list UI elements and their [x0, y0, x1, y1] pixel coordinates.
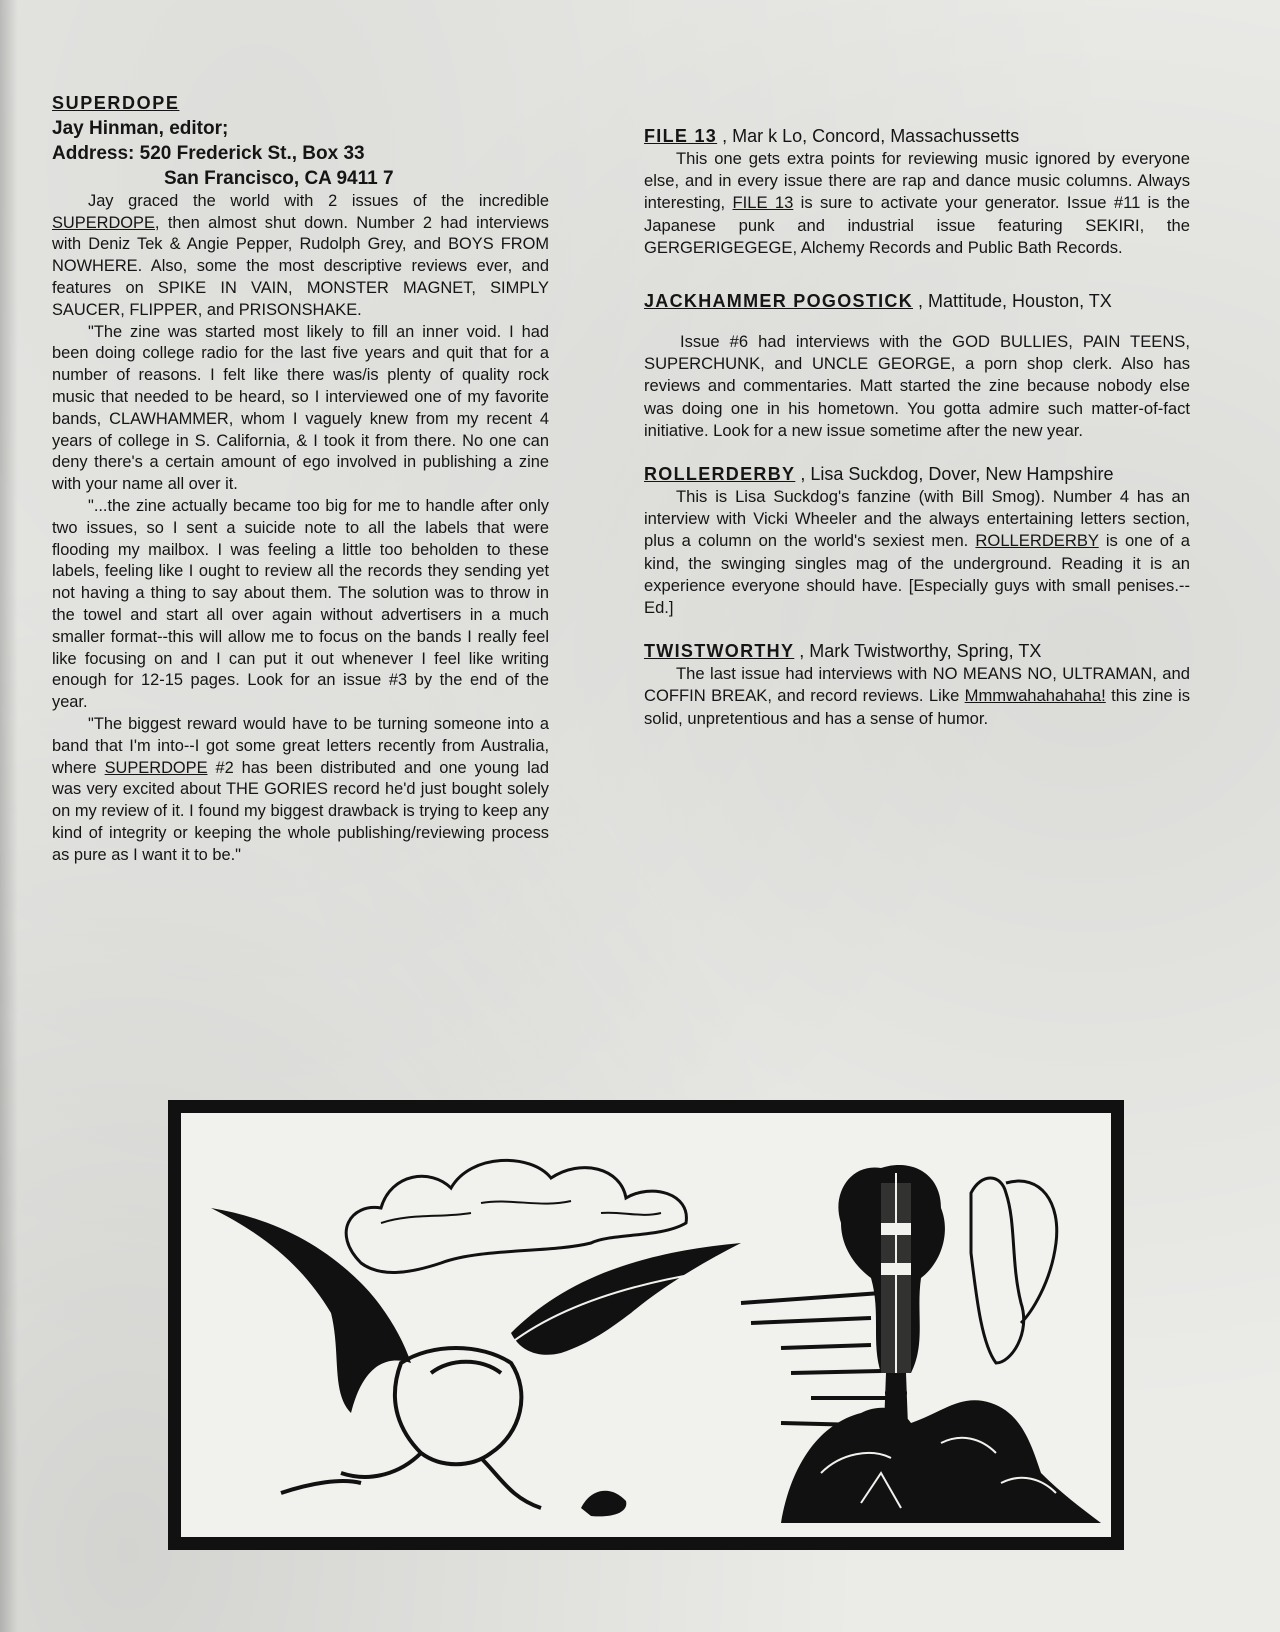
jackhammer-entry	[644, 289, 1190, 442]
superdope-paragraph-1	[52, 191, 549, 322]
superdope-p1-text-a: Jay graced the world with 2 issues of the incredible	[88, 191, 549, 210]
file13-name: FILE 13	[644, 126, 718, 146]
right-bat-wing	[511, 1243, 741, 1355]
file13-entry	[644, 124, 1190, 259]
file13-body-title: FILE 13	[732, 193, 794, 213]
page-binding-shadow	[0, 0, 18, 1632]
file13-body-b: is sure to activate your generator. Issue #11 is the Japanese punk and industrial issue featuring SEKIRI, the GERGERIGEGEGE, Alchemy Records and Public Bath Records.	[644, 193, 1190, 257]
cliff-rocks	[781, 1400, 1101, 1523]
devil-figure	[395, 1348, 521, 1464]
small-rock	[581, 1491, 626, 1517]
file13-body	[644, 148, 1190, 259]
speed-lines	[741, 1293, 886, 1425]
rollerderby-body-title: ROLLERDERBY	[975, 531, 1099, 551]
superdope-column	[52, 93, 549, 867]
twistworthy-meta: , Mark Twistworthy, Spring, TX	[794, 641, 1042, 662]
cloud-shape	[346, 1160, 686, 1272]
superdope-p4-text-b: #2 has been distributed and one young lad was very excited about THE GORIES record he'd just bought solely on my review of it. I found my biggest drawback is trying to keep any kind of integrity or keeping the whole publishing/reviewing process as pure as I want it to be."	[52, 758, 549, 864]
superdope-paragraph-4	[52, 714, 549, 867]
rollerderby-heading	[644, 462, 1190, 486]
jackhammer-name: JACKHAMMER POGOSTICK	[644, 291, 914, 312]
woodcut-illustration	[168, 1100, 1124, 1550]
twistworthy-body-b: this zine is solid, unpretentious and has a sense of humor.	[644, 686, 1190, 728]
reviews-column	[644, 124, 1190, 730]
superdope-p1-title: SUPERDOPE,	[52, 213, 160, 232]
superdope-p1-text-b: then almost shut down. Number 2 had interviews with Deniz Tek & Angie Pepper, Rudolph Grey, and BOYS FROM NOWHERE. Also, some the most descriptive reviews ever, and features on SPIKE IN VAIN, MONSTER MAGNET, SIMPLY SAUCER, FLIPPER, and PRISONSHAKE.	[52, 213, 549, 319]
devil-angel-guitar-artwork	[181, 1113, 1111, 1537]
angel-figure	[971, 1178, 1024, 1363]
file13-heading	[644, 124, 1190, 148]
left-bat-wing	[211, 1208, 411, 1413]
rollerderby-body-a: This is Lisa Suckdog's fanzine (with Bill Smog). Number 4 has an interview with Vicki Wheeler and the always entertaining letters section, plus a column on the world's sexiest men.	[644, 487, 1190, 551]
rollerderby-meta: , Lisa Suckdog, Dover, New Hampshire	[795, 464, 1114, 485]
twistworthy-body-a: The last issue had interviews with NO MEANS NO, ULTRAMAN, and COFFIN BREAK, and record reviews. Like	[644, 664, 1190, 706]
superdope-editor-line: Jay Hinman, editor;	[52, 117, 229, 139]
jackhammer-meta: , Mattitude, Houston, TX	[913, 291, 1112, 312]
illustration-frame	[178, 1110, 1114, 1540]
superdope-p4-title: SUPERDOPE	[104, 758, 208, 777]
jackhammer-heading	[644, 289, 1190, 313]
rollerderby-body	[644, 486, 1190, 619]
rollerderby-name: ROLLERDERBY	[644, 464, 796, 485]
rollerderby-entry	[644, 462, 1190, 619]
rollerderby-body-b: is one of a kind, the swinging singles mag of the underground. Reading it is an experience everyone should have. [Especially guys with small penises.--Ed.]	[644, 531, 1190, 618]
superdope-address-line: Address: 520 Frederick St., Box 33	[52, 142, 365, 164]
superdope-p4-text-a: "The biggest reward would have to be turning someone into a band that I'm into--I got some great letters recently from Australia, where	[52, 714, 549, 777]
superdope-city-line: San Francisco, CA 9411 7	[164, 167, 394, 189]
superdope-paragraph-2: "The zine was started most likely to fill an inner void. I had been doing college radio for the last five years and quit that for a number of reasons. I felt like there was/is plenty of quality rock music that needed to be heard, so I interviewed one of my favorite bands, CLAWHAMMER, whom I vaguely knew from my recent 4 years of college in S. California, & I took it from there. No one can deny there's a certain amount of ego involved in publishing a zine with your name all over it.	[52, 322, 549, 494]
twistworthy-entry	[644, 639, 1190, 730]
twistworthy-body	[644, 663, 1190, 730]
twistworthy-name: TWISTWORTHY	[644, 641, 795, 662]
jackhammer-body: Issue #6 had interviews with the GOD BULLIES, PAIN TEENS, SUPERCHUNK, and UNCLE GEORGE, a porn shop clerk. Also has reviews and commentaries. Matt started the zine because nobody else was doing one in his hometown. You gotta admire such matter-of-fact initiative. Look for a new issue sometime after the new year.	[644, 332, 1190, 440]
twistworthy-heading	[644, 639, 1190, 663]
file13-body-a: This one gets extra points for reviewing music ignored by everyone else, and in every issue there are rap and dance music columns. Always interesting,	[644, 149, 1190, 213]
superdope-title: SUPERDOPE	[52, 93, 180, 113]
superdope-paragraph-3: "...the zine actually became too big for me to handle after only two issues, so I sent a suicide note to all the labels that were flooding my mailbox. I was feeling a little too beholden to these labels, feeling like I ought to review all the records they sending yet not having a thing to say about them. The solution was to throw in the towel and start all over again without advertisers in a much smaller format--this will allow me to focus on the bands I really feel like focusing on and I can put it out whenever I feel like writing enough for 12-15 pages. Look for an issue #3 by the end of the year.	[52, 496, 549, 712]
twistworthy-body-title: Mmmwahahahaha!	[964, 686, 1106, 706]
file13-meta: , Mar k Lo, Concord, Massachussetts	[717, 126, 1020, 146]
